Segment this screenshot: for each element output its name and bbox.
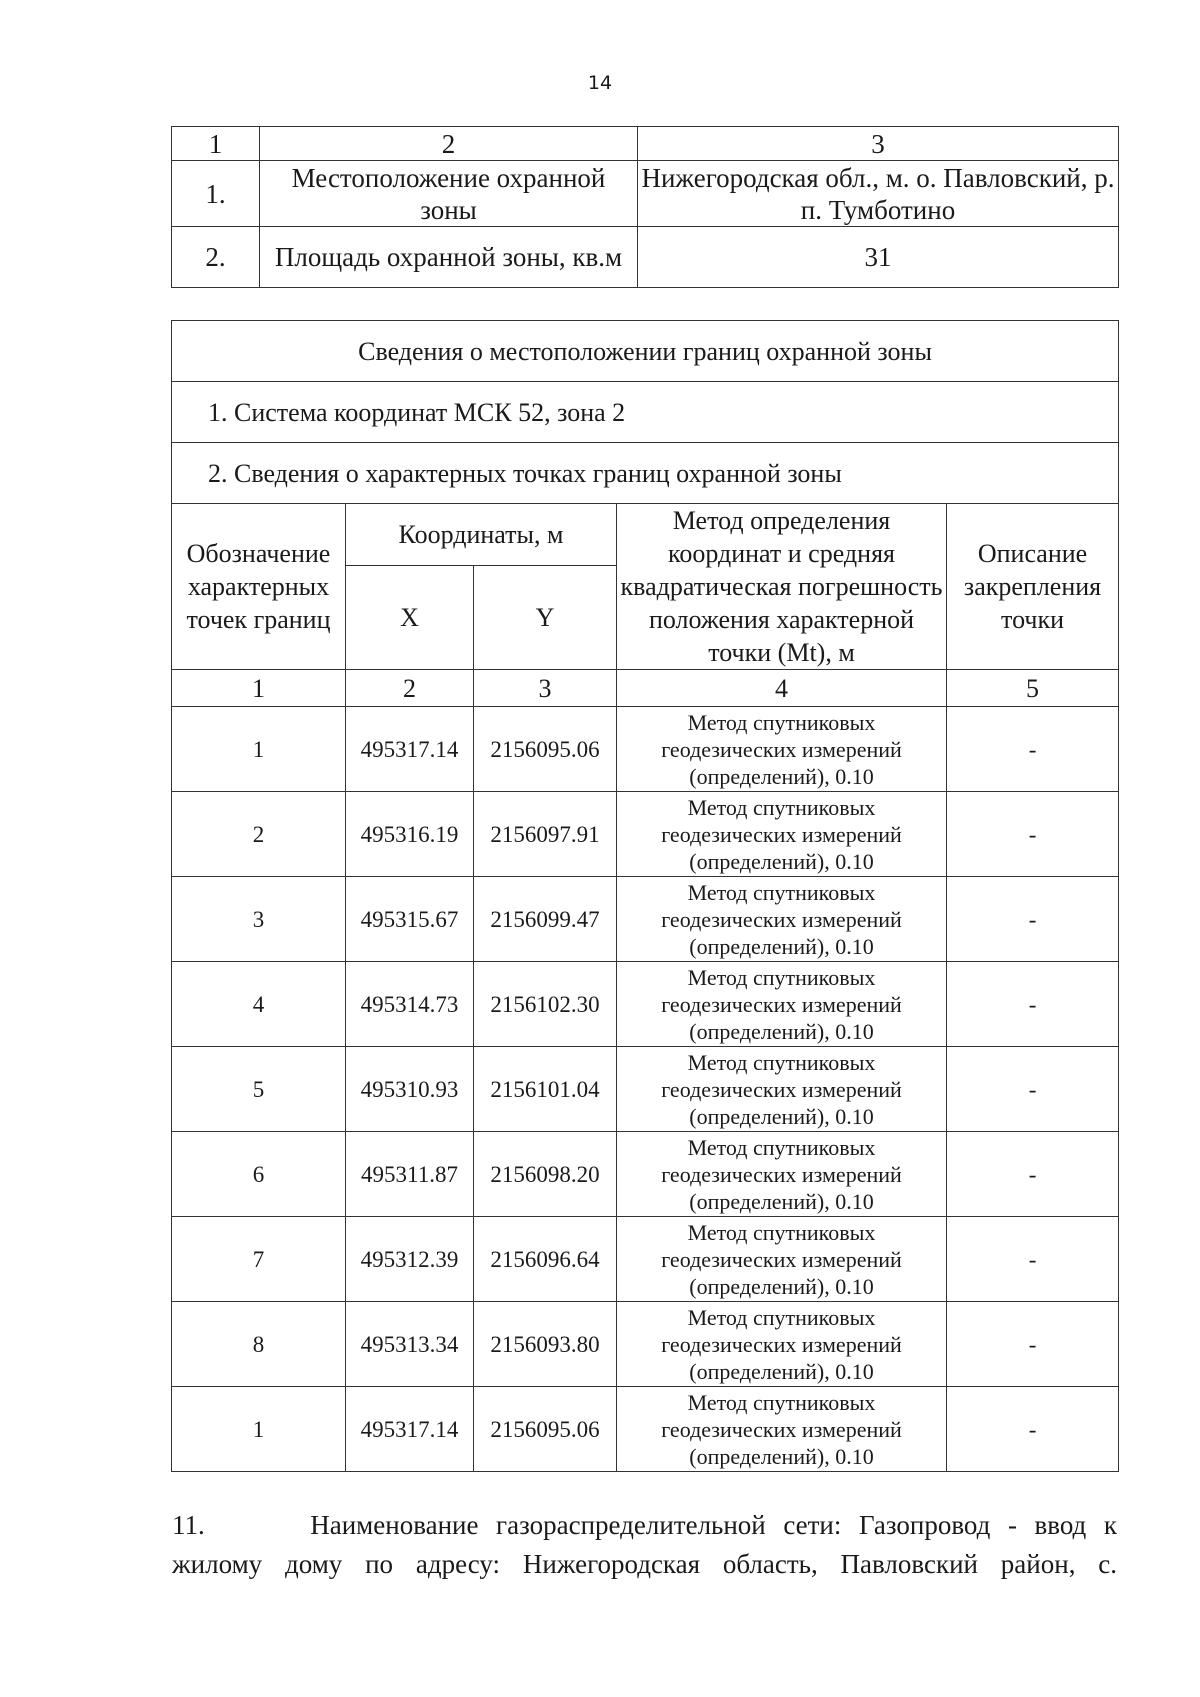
table-row [172, 792, 1119, 877]
col-number: 1 [172, 670, 346, 707]
table-row [172, 1387, 1119, 1472]
y-coordinate: 2156095.06 [474, 707, 617, 792]
points-title: 2. Сведения о характерных точках границ охранной зоны [172, 443, 1119, 504]
col-coords-header: Координаты, м [346, 504, 617, 566]
x-coordinate: 495314.73 [346, 962, 474, 1047]
method-text: Метод спутниковых геодезических измерений (определений), 0.10 [617, 1047, 947, 1132]
method-text: Метод спутниковых геодезических измерений (определений), 0.10 [617, 877, 947, 962]
method-text: Метод спутниковых геодезических измерений (определений), 0.10 [617, 707, 947, 792]
y-coordinate: 2156093.80 [474, 1302, 617, 1387]
method-text: Метод спутниковых геодезических измерений (определений), 0.10 [617, 1132, 947, 1217]
point-id: 8 [172, 1302, 346, 1387]
x-coordinate: 495313.34 [346, 1302, 474, 1387]
paragraph-line-2: жилому дому по адресу: Нижегородская область, Павловский район, с. [172, 1549, 1117, 1579]
column-number-row [172, 670, 1119, 707]
point-id: 5 [172, 1047, 346, 1132]
y-coordinate: 2156096.64 [474, 1217, 617, 1302]
point-id: 3 [172, 877, 346, 962]
description: - [947, 1217, 1119, 1302]
y-coordinate: 2156101.04 [474, 1047, 617, 1132]
table-row [172, 1047, 1119, 1132]
point-id: 2 [172, 792, 346, 877]
x-coordinate: 495317.14 [346, 1387, 474, 1472]
description: - [947, 792, 1119, 877]
col-number: 2 [346, 670, 474, 707]
table-row [172, 707, 1119, 792]
y-coordinate: 2156095.06 [474, 1387, 617, 1472]
col-y-header: Y [474, 565, 617, 669]
col-description-header: Описание закрепления точки [947, 504, 1119, 670]
x-coordinate: 495311.87 [346, 1132, 474, 1217]
point-id: 4 [172, 962, 346, 1047]
method-text: Метод спутниковых геодезических измерений (определений), 0.10 [617, 1387, 947, 1472]
coordinate-system: 1. Система координат МСК 52, зона 2 [172, 382, 1119, 443]
x-coordinate: 495316.19 [346, 792, 474, 877]
description: - [947, 1387, 1119, 1472]
col-number: 5 [947, 670, 1119, 707]
zone-info-table [171, 126, 1119, 288]
header-cell: 2 [260, 127, 638, 161]
row-name: Площадь охранной зоны, кв.м [260, 227, 638, 288]
table-row [172, 1217, 1119, 1302]
col-number: 3 [474, 670, 617, 707]
col-x-header: X [346, 565, 474, 669]
y-coordinate: 2156098.20 [474, 1132, 617, 1217]
point-id: 1 [172, 1387, 346, 1472]
point-id: 6 [172, 1132, 346, 1217]
method-text: Метод спутниковых геодезических измерений (определений), 0.10 [617, 1302, 947, 1387]
table-header-row [172, 127, 1119, 161]
description: - [947, 707, 1119, 792]
point-id: 1 [172, 707, 346, 792]
x-coordinate: 495315.67 [346, 877, 474, 962]
header-cell: 3 [638, 127, 1119, 161]
table-row [172, 877, 1119, 962]
x-coordinate: 495312.39 [346, 1217, 474, 1302]
point-id: 7 [172, 1217, 346, 1302]
header-cell: 1 [172, 127, 260, 161]
col-number: 4 [617, 670, 947, 707]
row-value: Нижегородская обл., м. о. Павловский, р. п. Тумботино [638, 161, 1119, 227]
method-text: Метод спутниковых геодезических измерений (определений), 0.10 [617, 792, 947, 877]
page-number: 14 [587, 72, 613, 94]
method-text: Метод спутниковых геодезических измерений (определений), 0.10 [617, 962, 947, 1047]
row-number: 2. [172, 227, 260, 288]
col-designation-header: Обозначение характерных точек границ [172, 504, 346, 670]
description: - [947, 1302, 1119, 1387]
y-coordinate: 2156097.91 [474, 792, 617, 877]
table-row [172, 227, 1119, 288]
table-title: Сведения о местоположении границ охранной зоны [172, 321, 1119, 382]
x-coordinate: 495317.14 [346, 707, 474, 792]
table-row [172, 1302, 1119, 1387]
paragraph-line-1: 11. Наименование газораспределительной сети: Газопровод - ввод к [172, 1510, 1117, 1540]
table-row [172, 1132, 1119, 1217]
description: - [947, 1047, 1119, 1132]
x-coordinate: 495310.93 [346, 1047, 474, 1132]
row-number: 1. [172, 161, 260, 227]
method-text: Метод спутниковых геодезических измерений (определений), 0.10 [617, 1217, 947, 1302]
row-name: Местоположение охранной зоны [260, 161, 638, 227]
col-method-header: Метод определения координат и средняя квадратическая погрешность положения характерной точки (Mt), м [617, 504, 947, 670]
row-value: 31 [638, 227, 1119, 288]
description: - [947, 962, 1119, 1047]
y-coordinate: 2156099.47 [474, 877, 617, 962]
table-row [172, 161, 1119, 227]
description: - [947, 877, 1119, 962]
description: - [947, 1132, 1119, 1217]
y-coordinate: 2156102.30 [474, 962, 617, 1047]
boundary-points-table [171, 320, 1119, 1472]
table-row [172, 962, 1119, 1047]
